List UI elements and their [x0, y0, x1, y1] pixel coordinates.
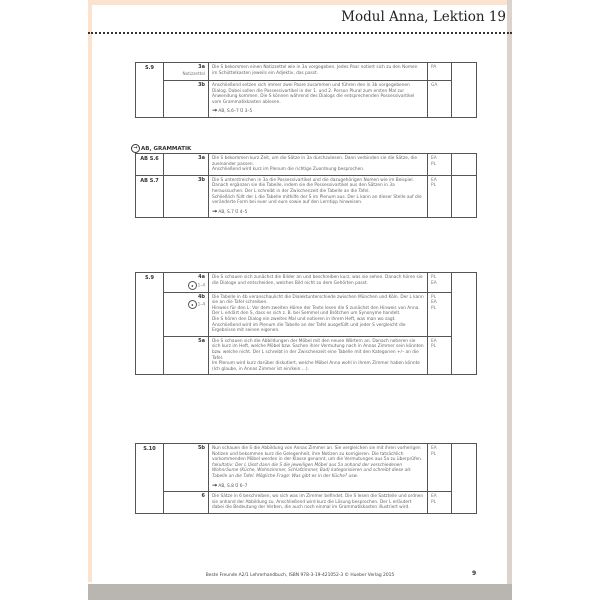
exercise-number: 5b — [197, 445, 205, 451]
social-form-label: PL — [431, 344, 436, 350]
paragraph: Die S bekommen kurz Zeit, um die Sätze in 3a durchzulesen. Dann verbinden sie die Sätze, die zueinander passen. — [212, 156, 418, 167]
paragraph: Die Sätze in 6 beschreiben, wo sich was im Zimmer befindet. Die S lesen die Satzteile und ordnen sie anhand der Abbildung zu. Anschließend wird kurz die Lösung besprochen. Der L erläutert dabei die Bedeutung der Verben, die auch noch einmal im Grammatikkasten illustriert wird. — [212, 494, 424, 511]
social-form-label: PL — [431, 275, 436, 280]
exercise-number: 4b — [197, 293, 205, 300]
section-heading — [131, 144, 191, 153]
paragraph: Anschließend setzen sich immer zwei Paare zusammen und führen den in 3b vorgegebenen Dialog. Dabei sollen die Possessivartikel in der 1. und 2. Person Plural zum ersten Mal zur Anwendung kommen. Die S können während des Dialogs die entsprechenden Possessivartikel vom Grammatikkasten ablesen. — [212, 83, 415, 105]
social-form-label: GA — [431, 83, 438, 88]
paragraph: Die S bekommen einen Notizzettel wie in 3a vorgegeben. Jedes Paar notiert sich zu den Nomen im Schüttelkasten jeweils ein Adjektiv, das passt. — [212, 65, 418, 76]
social-form-label: PL — [431, 451, 436, 457]
page-ref: AB S.6 — [136, 154, 164, 176]
instruction-text — [209, 336, 428, 375]
audio-track[interactable] — [167, 300, 205, 309]
paragraph: Die S schauen sich die Abbildungen der Möbel mit den neuen Wörtern an. Danach notieren sie sich kurz im Heft, welche Möbel bzw. Sachen ihrer Vermutung nach in Annas Zimmer sein könnten bzw. welche nicht. Der L schreibt in der Zwischenzeit eine Tabelle mit den Kategorien +/– an die Tafel. — [212, 338, 424, 361]
audio-cd-icon: ◂ — [188, 281, 197, 290]
social-form-label: EA — [431, 280, 437, 286]
instruction-text — [209, 154, 428, 176]
social-form — [428, 292, 452, 336]
audio-track-label: 1–4 — [197, 282, 205, 288]
social-form-label: PA — [431, 65, 437, 70]
notes-cell — [452, 273, 477, 375]
arrow-right-icon: → — [212, 207, 218, 215]
table-row — [136, 175, 477, 218]
social-form-label: EA — [431, 446, 437, 451]
instruction-text — [209, 292, 428, 336]
audio-cd-icon: ◂ — [188, 300, 197, 309]
paragraph: Die S schauen sich zunächst die Bilder an und beschreiben kurz, was sie sehen. Danach hören sie die Dialoge und entscheiden, welches Bild nicht zu dem Gehörten passt. — [212, 275, 423, 286]
table-row — [136, 292, 477, 336]
notes-cell — [452, 175, 477, 218]
exercise-number: 4a — [198, 274, 205, 280]
exercise-cell — [164, 154, 209, 176]
page-title: Modul Anna, Lektion 19 — [341, 9, 506, 25]
exercise-cell — [164, 444, 209, 492]
exercise-number: 3b — [197, 176, 205, 183]
workbook-reference[interactable] — [212, 209, 424, 216]
page-ref: S.9 — [136, 273, 164, 375]
exercise-number: 3a — [198, 155, 205, 161]
paragraph: Nun schauen die S die Abbildung von Annas Zimmer an. Sie vergleichen sie mit ihren vorherigen Notizen und bekommen kurz die Gelegenheit, ihre Notizen zu korrigieren. Die tatsächlich vorkommenden Möbel werden in der Klasse genannt, um die Vermutungen aus 5a zu überprüfen. — [212, 446, 423, 463]
page-ref: AB S.7 — [136, 175, 164, 218]
table-row — [136, 492, 477, 514]
paragraph: Die S hören den Dialog ein zweites Mal und notieren in ihrem Heft, was man wo sagt. Anschließend wird im Plenum die Tabelle an der Tafel ausgefüllt und jeder S vergleicht die Ergebnisse mit seinen eigenen. — [212, 316, 406, 334]
paragraph: Schließlich füllt der L die Tabelle mithilfe der S im Plenum aus. Der L kann an dieser Stelle auf die veränderte Form bei euer und eure sowie auf den Lerntipp hinweisen. — [212, 194, 422, 206]
instruction-text — [209, 492, 428, 514]
social-form-label: PL — [431, 294, 436, 300]
page-ref: S.9 — [136, 63, 164, 118]
section-heading-label: AB, GRAMMATIK — [141, 146, 192, 152]
social-form-label: PL — [431, 305, 436, 311]
lesson-table-4 — [135, 443, 477, 514]
instruction-text — [209, 63, 428, 81]
social-form-label: EA — [431, 300, 437, 306]
arrow-circle-icon: → — [131, 144, 140, 153]
social-form — [428, 154, 452, 176]
paragraph: Die Tabelle in 4b veranschaulicht die Dialektunterschiede zwischen München und Köln. Der L kann sie an die Tafel schreiben. — [212, 294, 424, 306]
social-form-label: EA — [431, 177, 437, 183]
exercise-cell — [164, 336, 209, 375]
workbook-reference-label: AB, S.6–7 Ü 3–5 — [218, 109, 253, 115]
workbook-reference-label: AB, S.8 Ü 6–7 — [218, 483, 248, 489]
exercise-cell — [164, 492, 209, 514]
exercise-material: Notizzettel — [182, 70, 205, 76]
arrow-right-icon: → — [212, 107, 218, 115]
lesson-table-1 — [135, 62, 477, 118]
table-row — [136, 444, 477, 492]
lesson-table-2 — [135, 153, 477, 218]
paragraph: Hinweis für den L: Vor dem zweiten Hören der Texte lesen die S zunächst den Hinweis von Anna. Der L erklärt den S, dass es sich z. B. bei Semmel und Brötchen um Synonyme handelt. — [212, 305, 420, 317]
instruction-text — [209, 175, 428, 218]
notes-cell — [452, 444, 477, 514]
social-form — [428, 273, 452, 293]
page-ref: S.10 — [136, 444, 164, 514]
social-form-label: EA — [431, 338, 437, 344]
instruction-text — [209, 273, 428, 293]
social-form-label: EA — [431, 494, 437, 500]
notes-cell — [452, 63, 477, 118]
page-edge-bottom — [88, 584, 512, 600]
page-footer: Beste Freunde A2/1 Lehrerhandbuch, ISBN 978-3-19-421052-3 © Hueber Verlag 2015 — [205, 573, 395, 578]
social-form — [428, 492, 452, 514]
exercise-cell — [164, 273, 209, 293]
paragraph: Anschließend wird kurz im Plenum die richtige Zuordnung besprochen. — [212, 167, 365, 173]
table-row — [136, 63, 477, 81]
arrow-right-icon: → — [212, 481, 218, 489]
social-form-label: PL — [431, 161, 436, 167]
table-row — [136, 81, 477, 118]
social-form — [428, 81, 452, 118]
paragraph: Die S unterstreichen in 3a die Possessivartikel und die dazugehörigen Nomen wie im Beispiel. Danach ergänzen sie die Tabelle, indem sie die Possessivartikel aus den Sätzen in 3a heraussuchen. Der L schreibt in der Zwischenzeit die Tabelle an die Tafel. — [212, 177, 414, 194]
social-form-label: PL — [431, 183, 436, 189]
workbook-reference[interactable] — [212, 483, 424, 490]
instruction-text — [209, 444, 428, 492]
paragraph: Im Plenum wird kurz darüber diskutiert, welche Möbel Anna wohl in ihrem Zimmer haben könnte (Ich glaube, in Annas Zimmer ist ein/kein ...). — [212, 361, 420, 372]
social-form — [428, 63, 452, 81]
exercise-cell — [164, 292, 209, 336]
lesson-table-3 — [135, 272, 477, 375]
social-form-label: PL — [431, 499, 436, 505]
optional-note: fakultativ: Der L lässt dann die S die jeweiligen Möbel aus 5a anhand der verschiedenen Wohnräume (Küche, Wohnzimmer, Schlafzimmer, Bad) kategorisieren und schreibt diese als Tabelle an die Tafel. Mögliche Frage: Was gibt es in der Küche? usw. — [212, 462, 411, 479]
exercise-cell — [164, 175, 209, 218]
exercise-number: 3a — [198, 64, 205, 70]
social-form-label: EA — [431, 156, 437, 161]
social-form — [428, 444, 452, 492]
workbook-reference-label: AB, S.7 Ü 4–5 — [218, 209, 248, 215]
instruction-text — [209, 81, 428, 118]
header-divider — [88, 32, 512, 34]
audio-track-label: 1–4 — [197, 301, 205, 307]
exercise-number: 3b — [197, 82, 205, 88]
social-form — [428, 175, 452, 218]
exercise-number: 5a — [198, 337, 205, 344]
page-number: 9 — [472, 570, 477, 577]
social-form — [428, 336, 452, 375]
notes-cell — [452, 154, 477, 176]
page-edge-right — [507, 0, 512, 590]
workbook-reference[interactable] — [212, 108, 424, 115]
exercise-number: 6 — [201, 493, 205, 500]
table-row — [136, 336, 477, 375]
table-row — [136, 154, 477, 176]
table-row — [136, 273, 477, 293]
audio-track[interactable] — [167, 281, 205, 290]
exercise-cell — [164, 81, 209, 118]
exercise-cell — [164, 63, 209, 81]
